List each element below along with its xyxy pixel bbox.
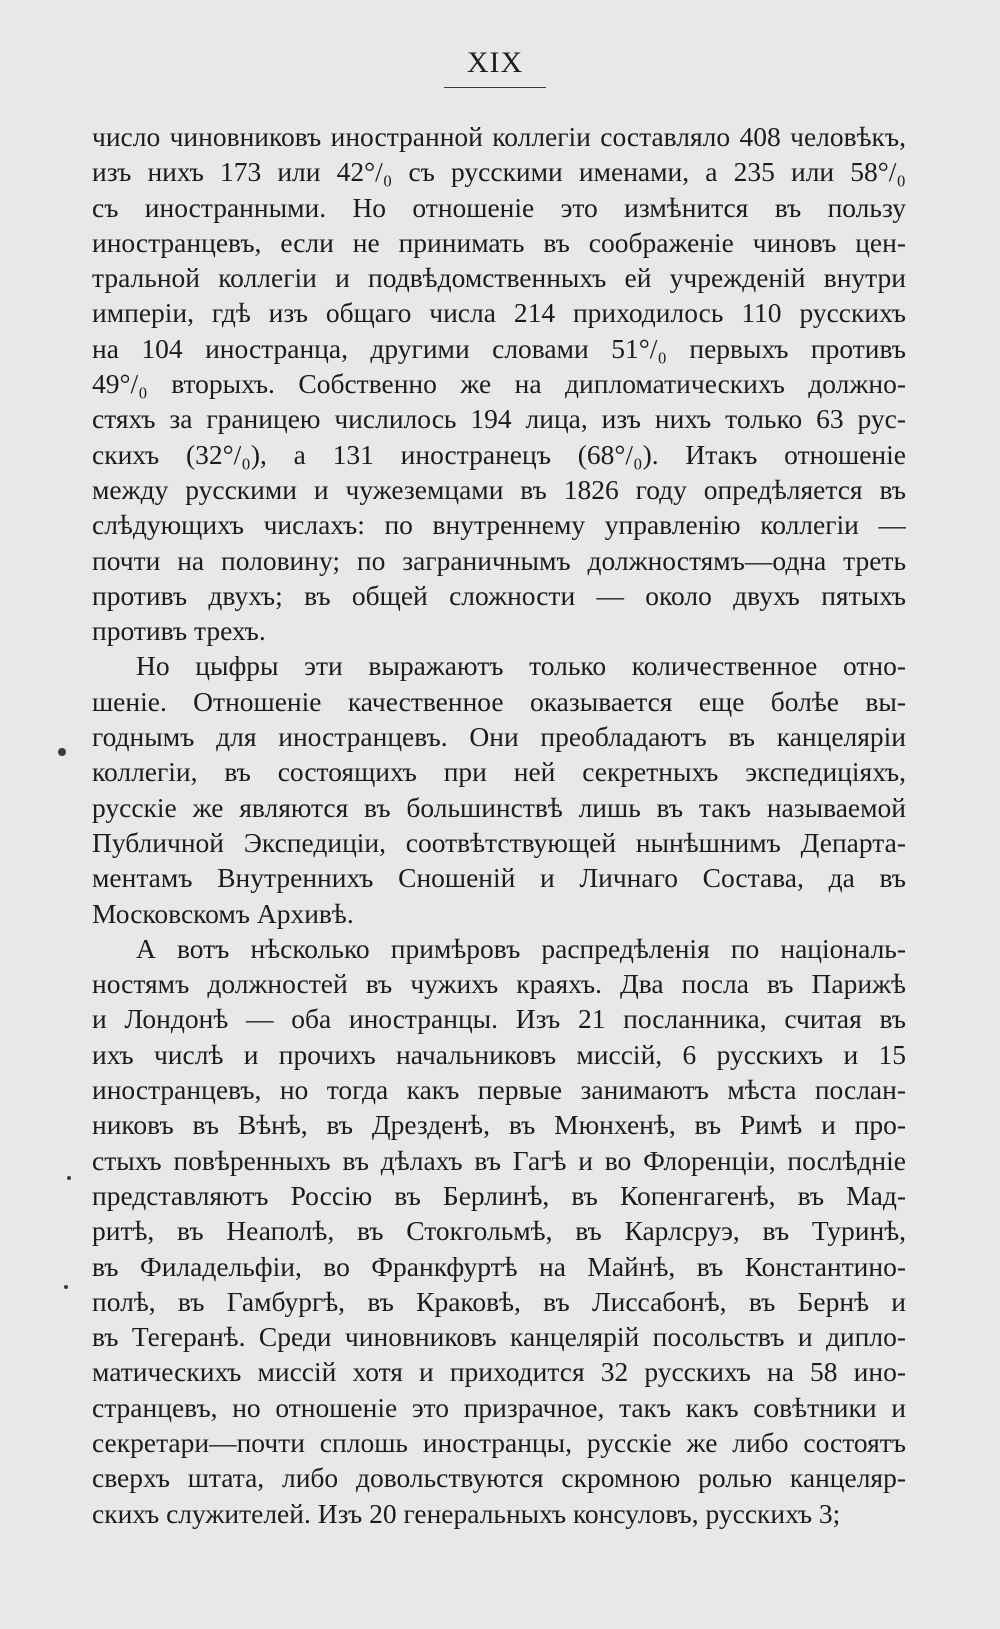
text-line: Но цыфры эти выражаютъ только количественное отно-	[136, 650, 906, 682]
header-rule	[444, 87, 546, 88]
text-line: никовъ въ Вѣнѣ, въ Дрезденѣ, въ Мюнхенѣ, въ Римѣ и про-	[92, 1109, 906, 1141]
text-line: скихъ (32°/₀), а 131 иностранецъ (68°/₀). Итакъ отношеніе	[92, 438, 906, 470]
text-line: русскіе же являются въ большинствѣ лишь въ такъ называемой	[92, 791, 906, 823]
ink-spot	[67, 1176, 71, 1180]
text-line: ритѣ, въ Неаполѣ, въ Стокгольмѣ, въ Карлсруэ, въ Туринѣ,	[92, 1215, 906, 1247]
text-line: скихъ служителей. Изъ 20 генеральныхъ консуловъ, русскихъ 3;	[92, 1497, 841, 1529]
paragraph	[92, 931, 906, 1531]
text-line: ментамъ Внутреннихъ Сношеній и Личнаго Состава, да въ	[92, 862, 906, 894]
text-line: годнымъ для иностранцевъ. Они преобладаютъ въ канцеляріи	[92, 721, 906, 753]
text-line: съ иностранными. Но отношеніе это измѣнится въ пользу	[92, 191, 906, 223]
text-line: на 104 иностранца, другими словами 51°/₀ первыхъ противъ	[92, 332, 906, 364]
text-line: иностранцевъ, если не принимать въ соображеніе чиновъ цен-	[92, 226, 906, 258]
text-line: тральной коллегіи и подвѣдомственныхъ ей учрежденій внутри	[92, 262, 906, 294]
text-line: слѣдующихъ числахъ: по внутреннему управленію коллегіи —	[92, 509, 906, 541]
text-line: противъ трехъ.	[92, 615, 266, 647]
paragraph	[92, 648, 906, 930]
text-line: число чиновниковъ иностранной коллегіи составляло 408 человѣкъ,	[92, 121, 906, 152]
text-line: и Лондонѣ — оба иностранцы. Изъ 21 посланника, считая въ	[92, 1003, 906, 1035]
body-text	[92, 119, 906, 1531]
paragraph	[92, 119, 906, 648]
text-line: между русскими и чужеземцами въ 1826 году опредѣляется въ	[92, 473, 906, 505]
text-line: секретари—почти сплошь иностранцы, русскіе же либо состоятъ	[92, 1426, 906, 1458]
ink-spot	[58, 748, 66, 756]
text-line: Публичной Экспедиціи, соотвѣтствующей нынѣшнимъ Департа-	[92, 826, 906, 858]
text-line: коллегіи, въ состоящихъ при ней секретныхъ экспедиціяхъ,	[92, 756, 906, 788]
text-line: въ Филадельфіи, во Франкфуртѣ на Майнѣ, въ Константино-	[92, 1250, 906, 1282]
page-number: XIX	[466, 46, 524, 79]
text-line: полѣ, въ Гамбургѣ, въ Краковѣ, въ Лиссабонѣ, въ Бернѣ и	[92, 1285, 906, 1317]
text-line: Московскомъ Архивѣ.	[92, 897, 354, 929]
text-line: А вотъ нѣсколько примѣровъ распредѣленія по національ-	[136, 932, 906, 964]
text-line: матическихъ миссій хотя и приходится 32 русскихъ на 58 ино-	[92, 1356, 906, 1388]
text-line: стыхъ повѣренныхъ въ дѣлахъ въ Гагѣ и во Флоренціи, послѣдніе	[92, 1144, 906, 1176]
text-line: сверхъ штата, либо довольствуются скромною ролью канцеляр-	[92, 1462, 906, 1494]
text-line: иностранцевъ, но тогда какъ первые занимаютъ мѣста послан-	[92, 1074, 906, 1106]
text-line: стяхъ за границею числилось 194 лица, изъ нихъ только 63 рус-	[92, 403, 906, 435]
ink-spot	[64, 1285, 68, 1289]
text-line: изъ нихъ 173 или 42°/₀ съ русскими именами, а 235 или 58°/₀	[92, 156, 906, 188]
text-line: въ Тегеранѣ. Среди чиновниковъ канцелярій посольствъ и дипло-	[92, 1321, 906, 1353]
text-line: 49°/₀ вторыхъ. Собственно же на дипломатическихъ должно-	[92, 368, 906, 400]
text-line: шеніе. Отношеніе качественное оказывается еще болѣе вы-	[92, 685, 906, 717]
text-line: представляютъ Россію въ Берлинѣ, въ Копенгагенѣ, въ Мад-	[92, 1179, 906, 1211]
text-line: ихъ числѣ и прочихъ начальниковъ миссій, 6 русскихъ и 15	[92, 1038, 906, 1070]
text-line: почти на половину; по заграничнымъ должностямъ—одна треть	[92, 544, 906, 576]
text-line: противъ двухъ; въ общей сложности — около двухъ пятыхъ	[92, 579, 906, 611]
text-line: ностямъ должностей въ чужихъ краяхъ. Два посла въ Парижѣ	[92, 968, 906, 1000]
text-line: имперіи, гдѣ изъ общаго числа 214 приходилось 110 русскихъ	[92, 297, 906, 329]
text-line: странцевъ, но отношеніе это призрачное, такъ какъ совѣтники и	[92, 1391, 906, 1423]
